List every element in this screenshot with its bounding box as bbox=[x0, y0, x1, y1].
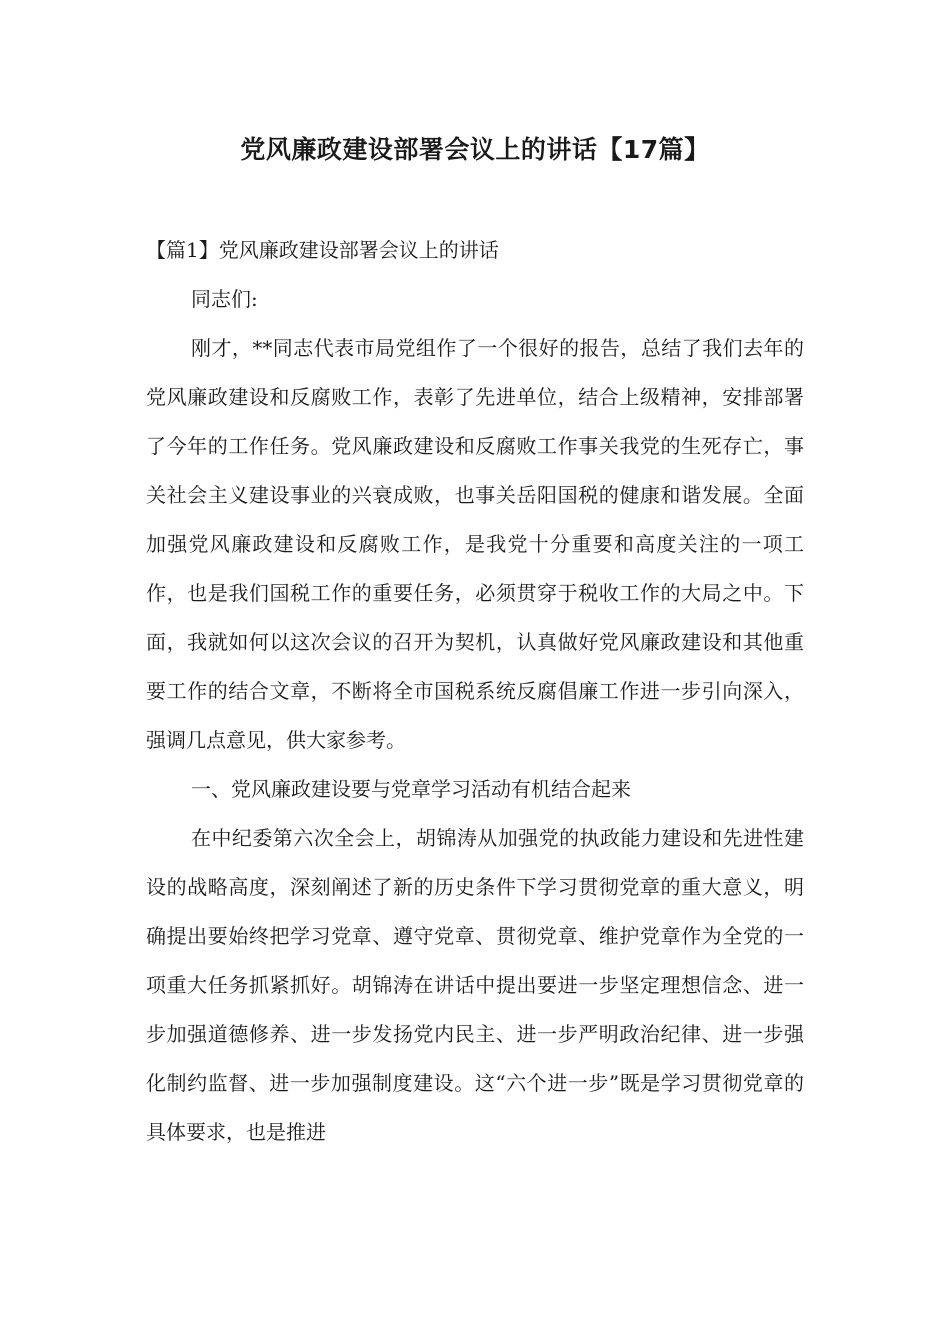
section-heading: 【篇1】党风廉政建设部署会议上的讲话 bbox=[146, 238, 499, 262]
paragraph: 刚才，**同志代表市局党组作了一个很好的报告，总结了我们去年的党风廉政建设和反腐败工作，表彰了先进单位，结合上级精神，安排部署了今年的工作任务。党风廉政建设和反腐败工作事关我党的生死存亡，事关社会主义建设事业的兴衰成败，也事关岳阳国税的健康和谐发展。全面加强党风廉政建设和反腐败工作，是我党十分重要和高度关注的一项工作，也是我们国税工作的重要任务，必须贯穿于税收工作的大局之中。下面，我就如何以这次会议的召开为契机，认真做好党风廉政建设和其他重要工作的结合文章，不断将全市国税系统反腐倡廉工作进一步引向深入，强调几点意见，供大家参考。 bbox=[146, 336, 804, 752]
document-body bbox=[146, 226, 804, 1157]
subheading: 一、党风廉政建设要与党章学习活动有机结合起来 bbox=[191, 777, 631, 801]
salutation: 同志们: bbox=[191, 287, 258, 311]
document-title: 党风廉政建设部署会议上的讲话【17篇】 bbox=[240, 135, 710, 164]
paragraph: 在中纪委第六次全会上，胡锦涛从加强党的执政能力建设和先进性建设的战略高度，深刻阐述了新的历史条件下学习贯彻党章的重大意义，明确提出要始终把学习党章、遵守党章、贯彻党章、维护党章作为全党的一项重大任务抓紧抓好。胡锦涛在讲话中提出要进一步坚定理想信念、进一步加强道德修养、进一步发扬党内民主、进一步严明政治纪律、进一步强化制约监督、进一步加强制度建设。这“六个进一步”既是学习贯彻党章的具体要求，也是推进 bbox=[146, 826, 804, 1144]
